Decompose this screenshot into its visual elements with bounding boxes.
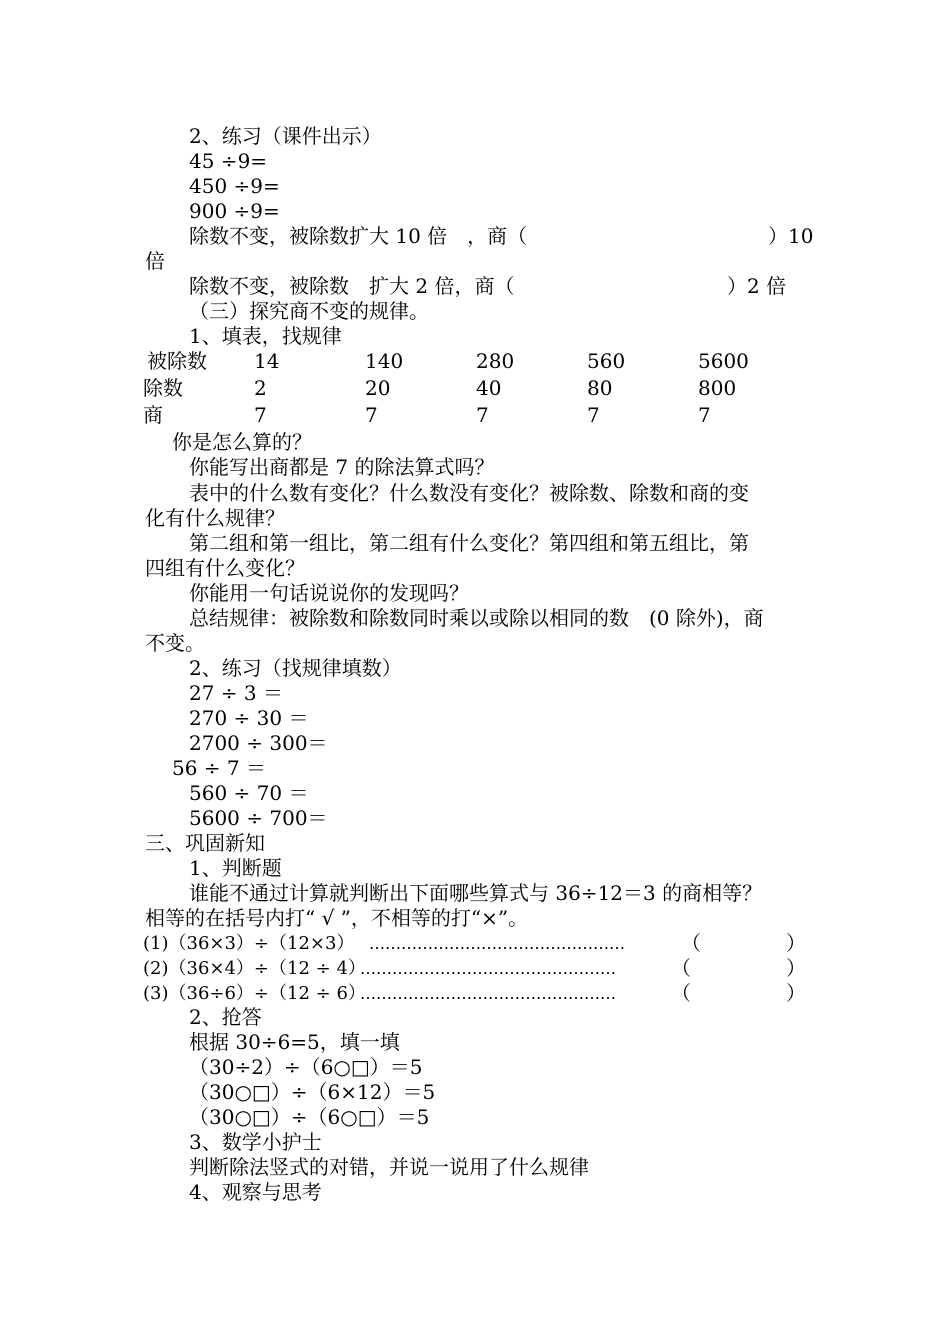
rule-summary: 总结规律：被除数和除数同时乘以或除以相同的数 (0 除外)，商 <box>189 606 764 630</box>
subsection-heading: 3、数学小护士 <box>189 1130 322 1154</box>
answer-blank-close: ） <box>786 931 806 955</box>
fill-blank-wrap: 倍 <box>145 249 165 273</box>
leader-dots: ………………………………………… <box>360 959 616 978</box>
equation-line: 450 ÷9= <box>189 174 280 198</box>
table-row <box>143 402 803 429</box>
instruction-line: 根据 30÷6=5，填一填 <box>189 1030 400 1054</box>
question-line: 谁能不通过计算就判断出下面哪些算式与 36÷12＝3 的商相等？ <box>189 881 763 905</box>
subsection-heading: 2、抢答 <box>189 1005 262 1029</box>
exercise-heading: 2、练习（找规律填数） <box>189 656 402 680</box>
subsection-heading: 4、观察与思考 <box>189 1180 322 1204</box>
equation-line: 5600 ÷ 700＝ <box>189 806 328 830</box>
answer-blank-open: （ <box>671 956 691 980</box>
table-cell: 7 <box>254 403 267 427</box>
pattern-table <box>143 348 803 429</box>
table-cell: 20 <box>365 376 391 400</box>
fill-blank-line: 除数不变，被除数 扩大 2 倍，商（ <box>189 274 515 298</box>
table-cell: 14 <box>254 349 280 373</box>
equation-line: （30÷2）÷（6○□）＝5 <box>189 1055 423 1079</box>
table-row <box>143 348 803 375</box>
table-row <box>143 375 803 402</box>
table-cell: 7 <box>698 403 711 427</box>
answer-blank-open: （ <box>681 931 701 955</box>
equation-line: 900 ÷9= <box>189 199 280 223</box>
fill-blank-line: 除数不变，被除数扩大 10 倍 ，商（ <box>189 224 528 248</box>
table-cell: 140 <box>365 349 404 373</box>
answer-blank-close: ） <box>786 956 806 980</box>
question-line: 相等的在括号内打“ √ ”，不相等的打“×”。 <box>145 906 529 930</box>
equation-line: （30○□）÷（6○□）＝5 <box>189 1105 430 1129</box>
table-cell: 2 <box>254 376 267 400</box>
table-cell: 7 <box>365 403 378 427</box>
table-cell: 80 <box>587 376 613 400</box>
answer-blank-close: ） <box>786 981 806 1005</box>
table-cell: 280 <box>476 349 515 373</box>
question-line: 化有什么规律？ <box>145 506 285 530</box>
question-line: 你能写出商都是 7 的除法算式吗？ <box>189 455 495 479</box>
table-cell: 560 <box>587 349 626 373</box>
answer-blank-open: （ <box>671 981 691 1005</box>
judge-item: (3)（36÷6）÷（12 ÷ 6） <box>143 983 366 1004</box>
table-cell: 800 <box>698 376 737 400</box>
row-label: 被除数 <box>147 349 207 373</box>
row-label: 除数 <box>143 376 183 400</box>
section-heading: （三）探究商不变的规律。 <box>189 299 429 323</box>
judge-item: (1)（36×3）÷（12×3） <box>143 933 355 954</box>
instruction-line: 判断除法竖式的对错，并说一说用了什么规律 <box>189 1155 589 1179</box>
question-line: 表中的什么数有变化？什么数没有变化？被除数、除数和商的变 <box>189 481 749 505</box>
table-cell: 40 <box>476 376 502 400</box>
equation-line: 560 ÷ 70 ＝ <box>189 781 309 805</box>
table-cell: 7 <box>587 403 600 427</box>
table-cell: 5600 <box>698 349 749 373</box>
equation-line: 2700 ÷ 300＝ <box>189 731 328 755</box>
equation-line: 27 ÷ 3 ＝ <box>189 681 284 705</box>
equation-line: （30○□）÷（6×12）＝5 <box>189 1080 436 1104</box>
judge-item: (2)（36×4）÷（12 ÷ 4） <box>143 958 366 979</box>
equation-line: 270 ÷ 30 ＝ <box>189 706 309 730</box>
leader-dots: ………………………………………… <box>369 934 625 953</box>
equation-line: 56 ÷ 7 ＝ <box>172 756 267 780</box>
question-line: 四组有什么变化？ <box>145 556 305 580</box>
question-line: 第二组和第一组比，第二组有什么变化？第四组和第五组比，第 <box>189 531 749 555</box>
leader-dots: ………………………………………… <box>360 984 616 1003</box>
question-line: 你能用一句话说说你的发现吗？ <box>189 581 469 605</box>
row-label: 商 <box>143 403 163 427</box>
subsection-heading: 1、判断题 <box>189 856 282 880</box>
fill-blank-end: ）10 <box>768 224 814 248</box>
table-cell: 7 <box>476 403 489 427</box>
rule-summary: 不变。 <box>145 631 205 655</box>
table-heading: 1、填表，找规律 <box>189 324 342 348</box>
question-line: 你是怎么算的？ <box>172 430 312 454</box>
fill-blank-end: ）2 倍 <box>727 274 787 298</box>
section-heading: 三、巩固新知 <box>145 831 265 855</box>
equation-line: 45 ÷9= <box>189 149 268 173</box>
exercise-heading: 2、练习（课件出示） <box>189 124 382 148</box>
